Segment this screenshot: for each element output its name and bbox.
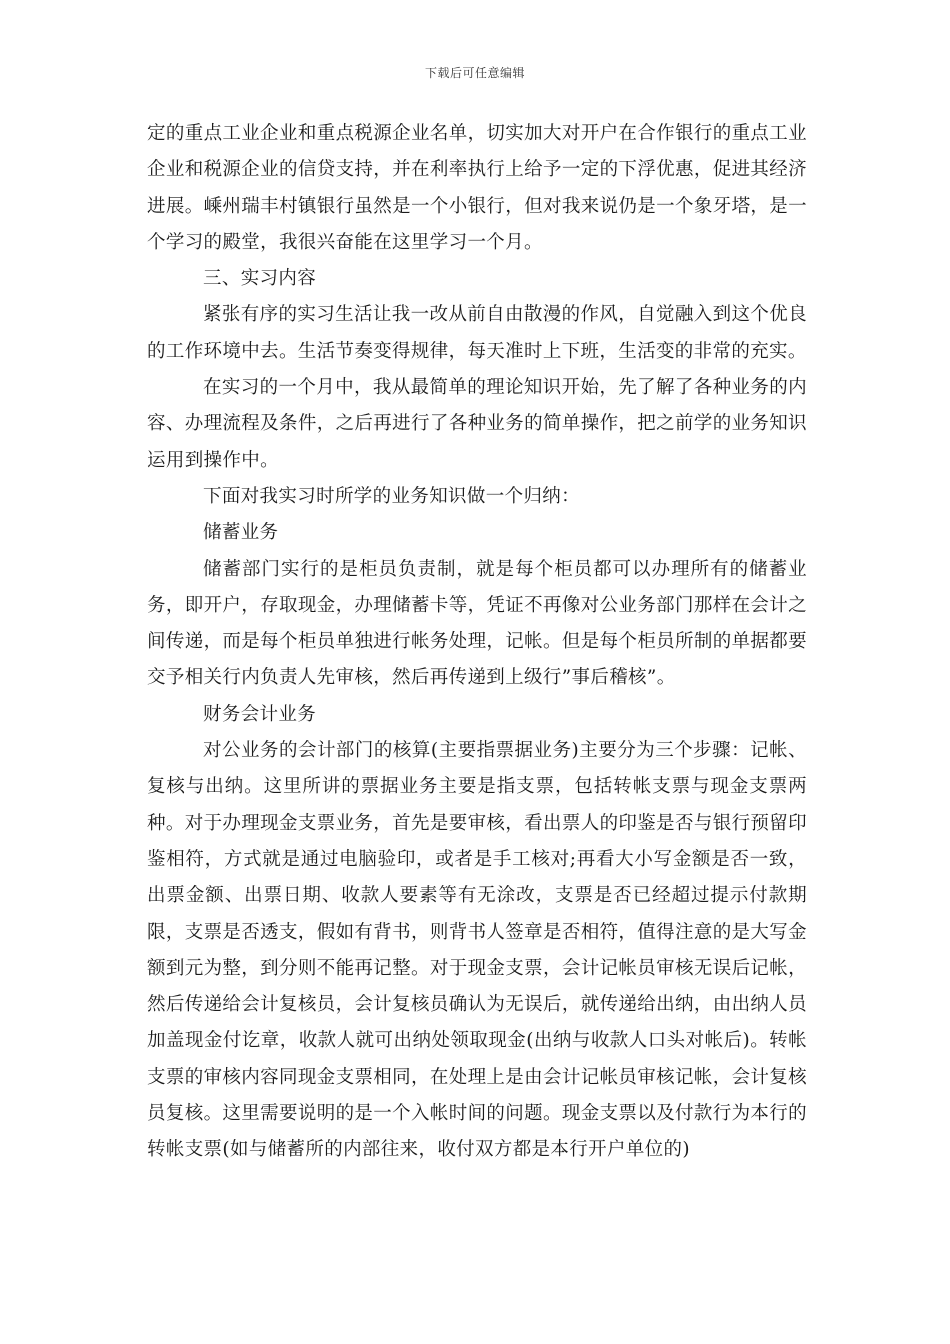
paragraph-accounting-business: 对公业务的会计部门的核算(主要指票据业务)主要分为三个步骤：记帐、复核与出纳。这里所讲的票据业务主要是指支票，包括转帐支票与现金支票两种。对于办理现金支票业务，首先是要审核，看出票人的印鉴是否与银行预留印鉴相符，方式就是通过电脑验印，或者是手工核对;再看大小写金额是否一致，出票金额、出票日期、收款人要素等有无涂改，支票是否已经超过提示付款期限，支票是否透支，假如有背书，则背书人签章是否相符，值得注意的是大写金额到元为整，到分则不能再记整。对于现金支票，会计记帐员审核无误后记帐，然后传递给会计复核员，会计复核员确认为无误后，就传递给出纳，由出纳人员加盖现金付讫章，收款人就可出纳处领取现金(出纳与收款人口头对帐后)。转帐支票的审核内容同现金支票相同，在处理上是由会计记帐员审核记帐，会计复核员复核。这里需要说明的是一个入帐时间的问题。现金支票以及付款行为本行的转帐支票(如与储蓄所的内部往来，收付双方都是本行开户单位的): [147, 740, 807, 1161]
paragraph-intro-continued: 定的重点工业企业和重点税源企业名单，切实加大对开户在合作银行的重点工业企业和税源企业的信贷支持，并在利率执行上给予一定的下浮优惠，促进其经济进展。嵊州瑞丰村镇银行虽然是一个小银行，但对我来说仍是一个象牙塔，是一个学习的殿堂，我很兴奋能在这里学习一个月。: [147, 123, 807, 253]
paragraph-internship-life: 紧张有序的实习生活让我一改从前自由散漫的作风，自觉融入到这个优良的工作环境中去。生活节奏变得规律，每天准时上下班，生活变的非常的充实。: [147, 304, 807, 362]
subheading-savings-business: 储蓄业务: [203, 522, 279, 544]
paragraph-first-month: 在实习的一个月中，我从最简单的理论知识开始，先了解了各种业务的内容、办理流程及条件，之后再进行了各种业务的简单操作，把之前学的业务知识运用到操作中。: [147, 377, 807, 471]
page-header: 下载后可任意编辑: [424, 66, 525, 80]
section-heading-internship-content: 三、实习内容: [203, 268, 317, 290]
subheading-accounting-business: 财务会计业务: [203, 703, 317, 725]
paragraph-summary-intro: 下面对我实习时所学的业务知识做一个归纳：: [203, 485, 581, 507]
paragraph-savings-business: 储蓄部门实行的是柜员负责制，就是每个柜员都可以办理所有的储蓄业务，即开户，存取现金，办理储蓄卡等，凭证不再像对公业务部门那样在会计之间传递，而是每个柜员单独进行帐务处理，记帐。但是每个柜员所制的单据都要交予相关行内负责人先审核，然后再传递到上级行”事后稽核”。: [147, 558, 807, 689]
document-body: [147, 116, 807, 1169]
